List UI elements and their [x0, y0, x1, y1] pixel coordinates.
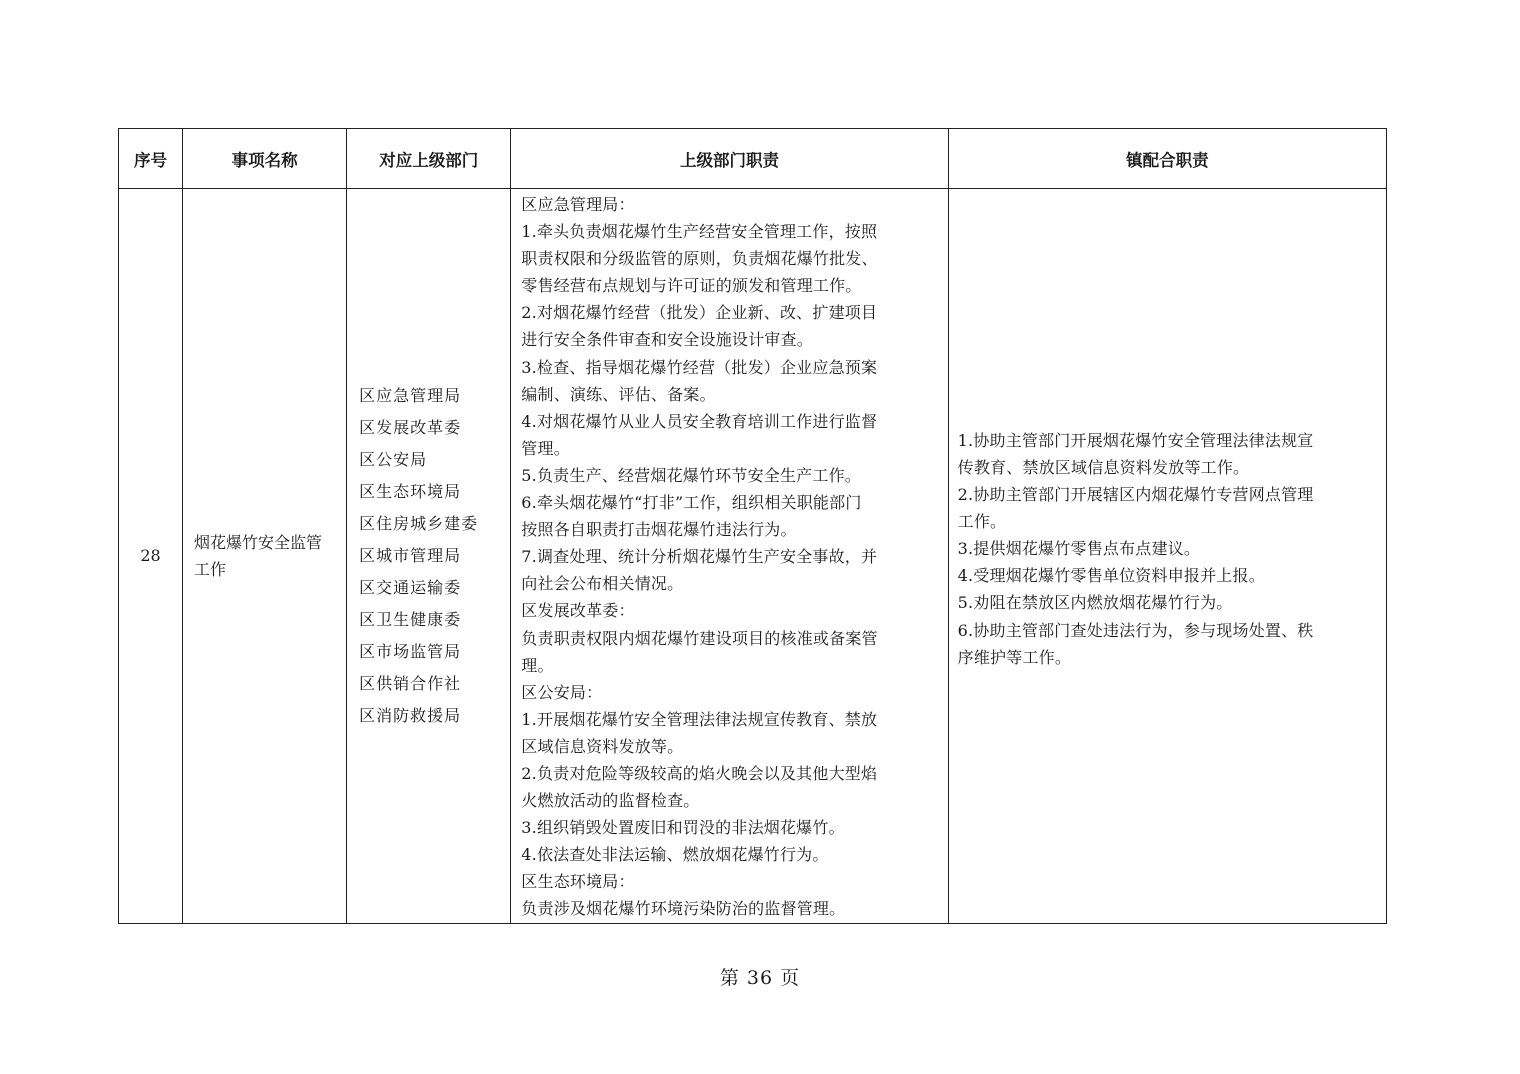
town-duty-line: 1.协助主管部门开展烟花爆竹安全管理法律法规宣: [957, 430, 1314, 450]
duty-line: 4.依法查处非法运输、燃放烟花爆竹行为。: [521, 845, 829, 865]
town-duty-line: 传教育、禁放区域信息资料发放等工作。: [957, 457, 1250, 477]
table-row: [119, 189, 1387, 924]
duty-line: 7.调查处理、统计分析烟花爆竹生产安全事故，并: [521, 547, 878, 567]
department-line: 区应急管理局: [359, 385, 462, 405]
duty-line: 职责权限和分级监管的原则，负责烟花爆竹批发、: [521, 249, 878, 269]
duty-table: [118, 128, 1387, 924]
town-duty-line: 序维护等工作。: [957, 647, 1072, 667]
page-number: 第 36 页: [719, 967, 801, 989]
duty-line: 6.牵头烟花爆竹“打非”工作，组织相关职能部门: [521, 493, 862, 513]
row-item-name: 烟花爆竹安全监管工作: [183, 189, 347, 924]
duty-line: 负责职责权限内烟花爆竹建设项目的核准或备案管: [521, 628, 878, 648]
duty-line: 4.对烟花爆竹从业人员安全教育培训工作进行监督: [521, 411, 878, 431]
duty-line: 理。: [521, 655, 554, 675]
duty-line: 区应急管理局：: [521, 195, 635, 214]
town-duty-line: 工作。: [957, 512, 1007, 532]
duty-line: 区生态环境局：: [521, 872, 635, 892]
department-line: 区供销合作社: [359, 673, 462, 693]
department-line: 区城市管理局: [359, 545, 462, 565]
duty-line: 编制、演练、评估、备案。: [521, 384, 716, 404]
town-duty-line: 4.受理烟花爆竹零售单位资料申报并上报。: [957, 566, 1265, 586]
duty-line: 火燃放活动的监督检查。: [521, 791, 700, 811]
town-duty-line: 5.劝阻在禁放区内燃放烟花爆竹行为。: [957, 593, 1233, 613]
department-line: 区交通运输委: [359, 577, 462, 597]
duty-line: 区发展改革委：: [521, 601, 635, 621]
header-department: 对应上级部门: [347, 129, 511, 189]
duty-line: 1.开展烟花爆竹安全管理法律法规宣传教育、禁放: [521, 709, 878, 729]
duty-line: 1.牵头负责烟花爆竹生产经营安全管理工作，按照: [521, 222, 878, 242]
duty-line: 3.检查、指导烟花爆竹经营（批发）企业应急预案: [521, 357, 878, 377]
duty-line: 向社会公布相关情况。: [521, 574, 684, 594]
header-item-name: 事项名称: [183, 129, 347, 189]
duty-line: 区公安局：: [521, 682, 603, 702]
duty-line: 按照各自职责打击烟花爆竹违法行为。: [521, 520, 797, 540]
duty-line: 进行安全条件审查和安全设施设计审查。: [521, 330, 813, 350]
department-line: 区卫生健康委: [359, 609, 462, 629]
duty-line: 负责涉及烟花爆竹环境污染防治的监督管理。: [521, 899, 846, 919]
header-seq: 序号: [119, 129, 183, 189]
duty-line: 5.负责生产、经营烟花爆竹环节安全生产工作。: [521, 465, 861, 485]
duty-line: 零售经营布点规划与许可证的颁发和管理工作。: [521, 276, 862, 296]
town-duty-line: 2.协助主管部门开展辖区内烟花爆竹专营网点管理: [957, 485, 1314, 505]
row-town-duty: [948, 189, 1386, 924]
row-seq: 28: [119, 189, 183, 924]
duty-line: 管理。: [521, 438, 570, 458]
duty-line: 2.对烟花爆竹经营（批发）企业新、改、扩建项目: [521, 303, 878, 323]
header-town-duty: 镇配合职责: [948, 129, 1386, 189]
row-department-list: [347, 189, 511, 924]
department-line: 区市场监管局: [359, 641, 462, 661]
duty-line: 2.负责对危险等级较高的焰火晚会以及其他大型焰: [521, 763, 878, 783]
header-department-duty: 上级部门职责: [511, 129, 948, 189]
department-line: 区消防救援局: [359, 705, 462, 725]
department-line: 区生态环境局: [359, 481, 462, 501]
row-department-duty: [511, 189, 948, 924]
duty-line: 区域信息资料发放等。: [521, 736, 684, 756]
town-duty-line: 3.提供烟花爆竹零售点布点建议。: [957, 539, 1201, 559]
department-line: 区发展改革委: [359, 417, 462, 437]
department-line: 区住房城乡建委: [359, 513, 479, 533]
town-duty-line: 6.协助主管部门查处违法行为，参与现场处置、秩: [957, 620, 1314, 640]
table-header-row: [119, 129, 1387, 189]
department-line: 区公安局: [359, 449, 428, 469]
duty-line: 3.组织销毁处置废旧和罚没的非法烟花爆竹。: [521, 818, 845, 838]
